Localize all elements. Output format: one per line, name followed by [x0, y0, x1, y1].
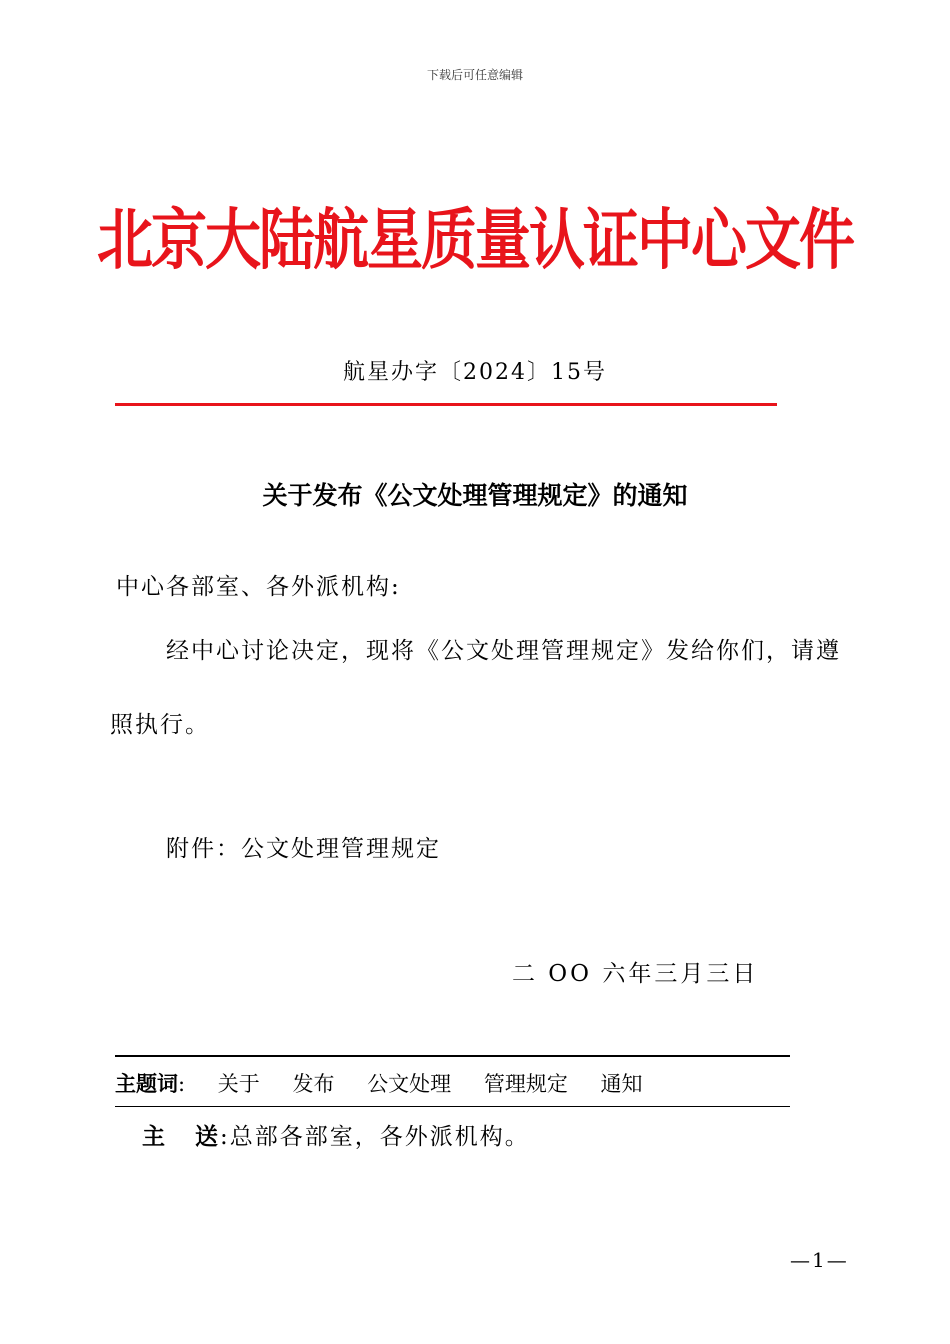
keywords-row: [115, 1068, 643, 1098]
send-recipients: 总部各部室，各外派机构。: [229, 1124, 530, 1150]
red-separator-line: [115, 403, 777, 406]
notice-title: 关于发布《公文处理管理规定》的通知: [262, 481, 688, 510]
body-paragraph-line-1: 经中心讨论决定，现将《公文处理管理规定》发给你们，请遵: [166, 638, 841, 664]
keyword-item: 管理规定: [483, 1072, 568, 1096]
keyword-item: 发布: [292, 1072, 335, 1096]
keyword-item: 公文处理: [367, 1072, 452, 1096]
send-label-1: 主: [142, 1124, 167, 1150]
footer-middle-rule: [115, 1106, 790, 1107]
send-to-row: [142, 1118, 530, 1151]
keyword-item: 通知: [600, 1072, 643, 1096]
send-label-2: 送: [195, 1124, 220, 1150]
addressee: 中心各部室、各外派机构:: [116, 574, 401, 600]
page-number: —1—: [790, 1248, 849, 1272]
keywords-separator: :: [178, 1072, 186, 1096]
keyword-item: 关于: [217, 1072, 260, 1096]
document-title: 北京大陆航星质量认证中心文件: [97, 202, 853, 279]
header-note: 下载后可任意编辑: [426, 68, 523, 82]
send-separator: :: [220, 1124, 230, 1150]
issue-date: 二 OO 六年三月三日: [512, 961, 759, 987]
document-number: 航星办字〔2024〕15号: [343, 360, 607, 385]
footer-top-rule: [115, 1055, 790, 1057]
attachment-line: 附件：公文处理管理规定: [166, 836, 441, 862]
keywords-label: 主题词: [115, 1072, 178, 1096]
body-paragraph-line-2: 照执行。: [110, 712, 210, 738]
